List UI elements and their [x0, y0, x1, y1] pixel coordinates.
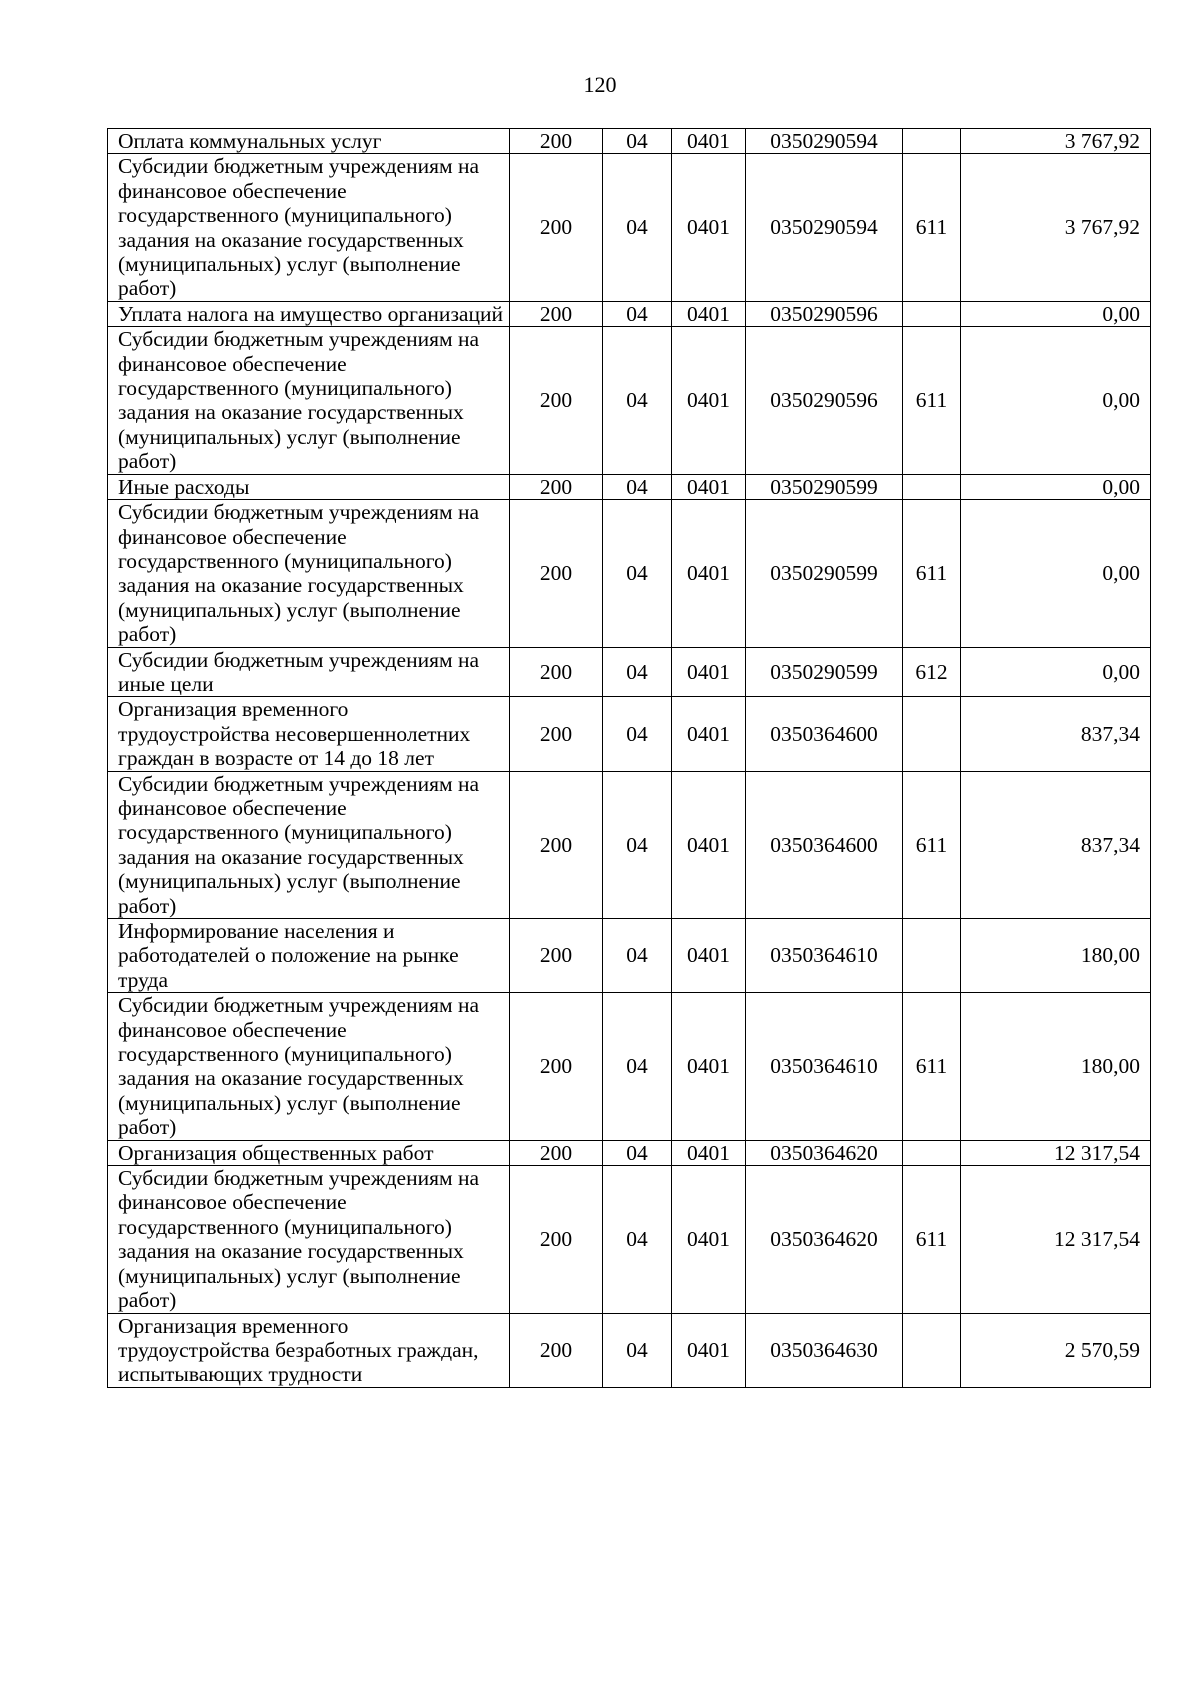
row-subsection-cell: 0401: [672, 474, 746, 499]
row-target-article-cell: 0350290599: [746, 647, 903, 697]
row-grbs-cell: 200: [510, 1140, 603, 1165]
row-amount-cell: 12 317,54: [961, 1166, 1151, 1313]
row-subsection-cell: 0401: [672, 771, 746, 918]
row-grbs-cell: 200: [510, 129, 603, 154]
row-name-cell: Субсидии бюджетным учреждениям на финансовое обеспечение государственного (муниципального) задания на оказание государственных (муниципальных) услуг (выполнение работ): [108, 993, 510, 1140]
row-expense-type-cell: [903, 474, 961, 499]
row-expense-type-cell: 611: [903, 993, 961, 1140]
table-row: [108, 129, 1151, 154]
row-subsection-cell: 0401: [672, 993, 746, 1140]
row-subsection-cell: 0401: [672, 919, 746, 993]
row-expense-type-cell: 611: [903, 327, 961, 474]
row-target-article-cell: 0350364610: [746, 919, 903, 993]
row-target-article-cell: 0350290599: [746, 474, 903, 499]
budget-table-body: [108, 129, 1151, 1388]
row-amount-cell: 0,00: [961, 474, 1151, 499]
table-row: [108, 697, 1151, 771]
row-name-cell: Субсидии бюджетным учреждениям на иные цели: [108, 647, 510, 697]
table-row: [108, 993, 1151, 1140]
row-amount-cell: 3 767,92: [961, 129, 1151, 154]
row-amount-cell: 2 570,59: [961, 1313, 1151, 1387]
table-row: [108, 327, 1151, 474]
row-section-cell: 04: [603, 771, 672, 918]
row-section-cell: 04: [603, 129, 672, 154]
row-section-cell: 04: [603, 301, 672, 326]
row-target-article-cell: 0350364630: [746, 1313, 903, 1387]
row-amount-cell: 0,00: [961, 500, 1151, 647]
row-section-cell: 04: [603, 1166, 672, 1313]
row-target-article-cell: 0350364600: [746, 771, 903, 918]
row-section-cell: 04: [603, 993, 672, 1140]
row-name-cell: Субсидии бюджетным учреждениям на финансовое обеспечение государственного (муниципального) задания на оказание государственных (муниципальных) услуг (выполнение работ): [108, 154, 510, 301]
row-name-cell: Организация временного трудоустройства несовершеннолетних граждан в возрасте от 14 до 18 лет: [108, 697, 510, 771]
row-grbs-cell: 200: [510, 1313, 603, 1387]
row-section-cell: 04: [603, 154, 672, 301]
row-target-article-cell: 0350364620: [746, 1166, 903, 1313]
table-row: [108, 1166, 1151, 1313]
table-row: [108, 301, 1151, 326]
table-row: [108, 154, 1151, 301]
row-name-cell: Оплата коммунальных услуг: [108, 129, 510, 154]
row-name-cell: Субсидии бюджетным учреждениям на финансовое обеспечение государственного (муниципального) задания на оказание государственных (муниципальных) услуг (выполнение работ): [108, 1166, 510, 1313]
row-name-cell: Субсидии бюджетным учреждениям на финансовое обеспечение государственного (муниципального) задания на оказание государственных (муниципальных) услуг (выполнение работ): [108, 771, 510, 918]
row-section-cell: 04: [603, 697, 672, 771]
row-subsection-cell: 0401: [672, 154, 746, 301]
row-grbs-cell: 200: [510, 993, 603, 1140]
row-subsection-cell: 0401: [672, 647, 746, 697]
row-amount-cell: 180,00: [961, 993, 1151, 1140]
row-section-cell: 04: [603, 1313, 672, 1387]
row-expense-type-cell: 612: [903, 647, 961, 697]
row-amount-cell: 837,34: [961, 697, 1151, 771]
row-amount-cell: 180,00: [961, 919, 1151, 993]
row-target-article-cell: 0350364610: [746, 993, 903, 1140]
row-target-article-cell: 0350290596: [746, 327, 903, 474]
row-name-cell: Субсидии бюджетным учреждениям на финансовое обеспечение государственного (муниципального) задания на оказание государственных (муниципальных) услуг (выполнение работ): [108, 327, 510, 474]
row-amount-cell: 0,00: [961, 647, 1151, 697]
row-grbs-cell: 200: [510, 474, 603, 499]
row-grbs-cell: 200: [510, 500, 603, 647]
table-row: [108, 919, 1151, 993]
row-section-cell: 04: [603, 919, 672, 993]
row-amount-cell: 0,00: [961, 301, 1151, 326]
row-name-cell: Иные расходы: [108, 474, 510, 499]
table-row: [108, 771, 1151, 918]
row-section-cell: 04: [603, 647, 672, 697]
row-subsection-cell: 0401: [672, 1313, 746, 1387]
row-amount-cell: 3 767,92: [961, 154, 1151, 301]
row-expense-type-cell: [903, 1140, 961, 1165]
table-row: [108, 474, 1151, 499]
row-target-article-cell: 0350290599: [746, 500, 903, 647]
row-grbs-cell: 200: [510, 1166, 603, 1313]
row-section-cell: 04: [603, 500, 672, 647]
row-name-cell: Субсидии бюджетным учреждениям на финансовое обеспечение государственного (муниципального) задания на оказание государственных (муниципальных) услуг (выполнение работ): [108, 500, 510, 647]
table-row: [108, 1313, 1151, 1387]
row-subsection-cell: 0401: [672, 697, 746, 771]
row-expense-type-cell: 611: [903, 1166, 961, 1313]
page-number: 120: [583, 72, 617, 97]
row-expense-type-cell: [903, 1313, 961, 1387]
row-amount-cell: 0,00: [961, 327, 1151, 474]
row-name-cell: Информирование населения и работодателей о положение на рынке труда: [108, 919, 510, 993]
row-amount-cell: 837,34: [961, 771, 1151, 918]
row-subsection-cell: 0401: [672, 129, 746, 154]
row-subsection-cell: 0401: [672, 1140, 746, 1165]
row-grbs-cell: 200: [510, 327, 603, 474]
row-section-cell: 04: [603, 1140, 672, 1165]
row-name-cell: Организация общественных работ: [108, 1140, 510, 1165]
row-subsection-cell: 0401: [672, 327, 746, 474]
budget-table: [107, 128, 1151, 1388]
row-grbs-cell: 200: [510, 771, 603, 918]
table-row: [108, 647, 1151, 697]
row-expense-type-cell: [903, 919, 961, 993]
row-subsection-cell: 0401: [672, 500, 746, 647]
row-name-cell: Организация временного трудоустройства безработных граждан, испытывающих трудности: [108, 1313, 510, 1387]
row-section-cell: 04: [603, 327, 672, 474]
table-row: [108, 500, 1151, 647]
row-subsection-cell: 0401: [672, 301, 746, 326]
row-grbs-cell: 200: [510, 301, 603, 326]
row-subsection-cell: 0401: [672, 1166, 746, 1313]
table-row: [108, 1140, 1151, 1165]
row-expense-type-cell: [903, 697, 961, 771]
row-expense-type-cell: 611: [903, 500, 961, 647]
row-target-article-cell: 0350364620: [746, 1140, 903, 1165]
row-expense-type-cell: 611: [903, 154, 961, 301]
row-expense-type-cell: 611: [903, 771, 961, 918]
row-target-article-cell: 0350290594: [746, 129, 903, 154]
row-grbs-cell: 200: [510, 919, 603, 993]
row-section-cell: 04: [603, 474, 672, 499]
row-target-article-cell: 0350290596: [746, 301, 903, 326]
row-expense-type-cell: [903, 301, 961, 326]
row-grbs-cell: 200: [510, 154, 603, 301]
row-target-article-cell: 0350364600: [746, 697, 903, 771]
row-grbs-cell: 200: [510, 647, 603, 697]
row-target-article-cell: 0350290594: [746, 154, 903, 301]
row-name-cell: Уплата налога на имущество организаций: [108, 301, 510, 326]
row-amount-cell: 12 317,54: [961, 1140, 1151, 1165]
row-expense-type-cell: [903, 129, 961, 154]
row-grbs-cell: 200: [510, 697, 603, 771]
